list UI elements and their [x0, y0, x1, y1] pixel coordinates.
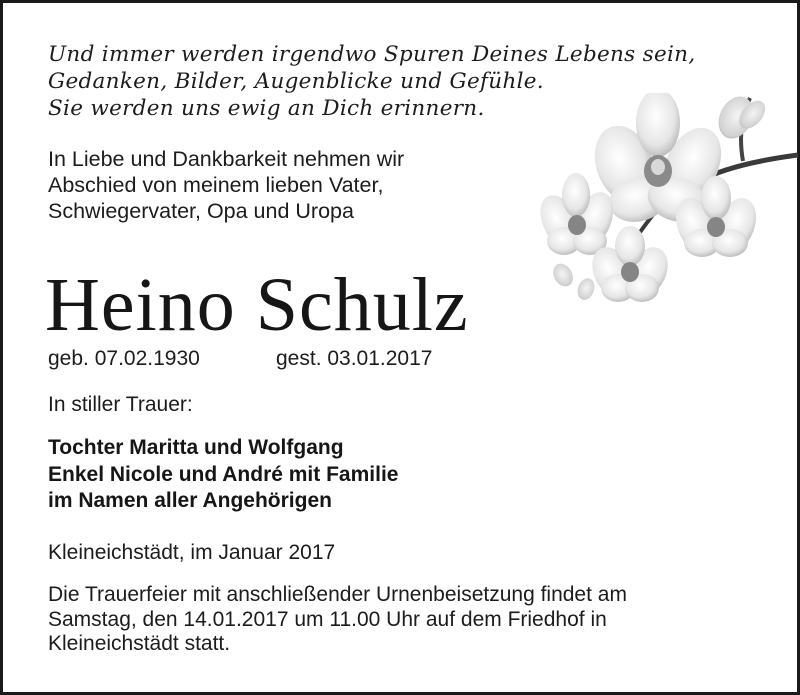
funeral-line: Kleineichstädt statt.: [48, 632, 231, 655]
family-list: [48, 435, 398, 515]
funeral-notice: [48, 583, 627, 657]
place-date: Kleineichstädt, im Januar 2017: [48, 541, 336, 564]
verse-line: Gedanken, Bilder, Augenblicke und Gefühle.: [48, 69, 544, 94]
verse-line: Sie werden uns ewig an Dich erinnern.: [48, 96, 485, 121]
farewell-intro: [48, 146, 404, 224]
family-line: Enkel Nicole und André mit Familie: [48, 462, 399, 486]
intro-line: Schwiegervater, Opa und Uropa: [48, 199, 354, 223]
birth-date: geb. 07.02.1930: [48, 347, 200, 370]
intro-line: In Liebe und Dankbarkeit nehmen wir: [48, 147, 405, 171]
life-dates: [48, 346, 433, 372]
family-line: im Namen aller Angehörigen: [48, 489, 332, 512]
funeral-line: Samstag, den 14.01.2017 um 11.00 Uhr auf dem Friedhof in: [48, 607, 607, 631]
family-line: Tochter Maritta und Wolfgang: [48, 436, 344, 459]
funeral-line: Die Trauerfeier mit anschließender Urnenbeisetzung findet am: [48, 583, 627, 606]
intro-line: Abschied von meinem lieben Vater,: [48, 173, 384, 197]
verse-line: Und immer werden irgendwo Spuren Deines Lebens sein,: [48, 42, 696, 67]
mourning-label: In stiller Trauer:: [48, 393, 193, 416]
deceased-name: Heino Schulz: [45, 263, 469, 347]
orchid-illustration: [538, 93, 798, 313]
death-date: gest. 03.01.2017: [276, 347, 433, 370]
